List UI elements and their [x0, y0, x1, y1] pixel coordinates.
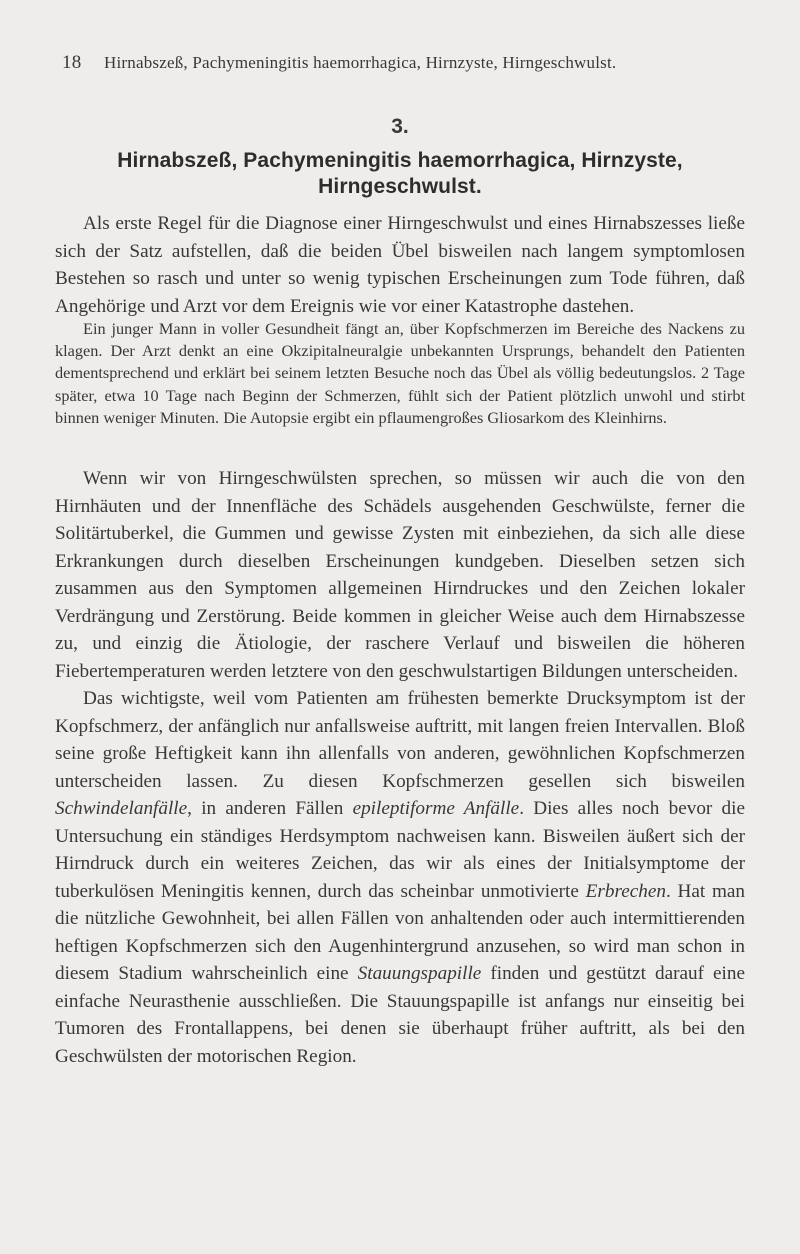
paragraph-2: Ein junger Mann in voller Gesundheit fängt an, über Kopfschmerzen im Bereiche des Nackens zu klagen. Der Arzt denkt an eine Okzipitalneuralgie unbekannten Ursprungs, behandelt den Patienten dementsprechend und erklärt bei seinem letzten Besuche noch das Übel als völlig bedeutungslos. 2 Tage später, etwa 10 Tage nach Beginn der Schmerzen, fühlt sich der Patient plötzlich unwohl und stirbt binnen weniger Minuten. Die Autopsie ergibt ein pflaumengroßes Gliosarkom des Kleinhirns.	[55, 319, 745, 427]
term-erbrechen: Erbrechen	[585, 880, 666, 902]
case-report-block	[55, 318, 745, 429]
term-epileptiforme-anfaelle: epileptiforme Anfälle	[352, 798, 520, 819]
paragraph-4-text-1: Das wichtigste, weil vom Patienten am frühesten bemerkte Drucksymptom ist der Kopfschmerz, der anfänglich nur anfallsweise auftritt, mit langen freien Intervallen. Bloß seine große Heftigkeit kann ihn allenfalls von anderen, gewöhnlichen Kopfschmerzen unterscheiden lassen. Zu diesen Kopfschmerzen gesellen sich bisweilen	[55, 688, 745, 792]
intro-paragraph-block	[55, 210, 745, 320]
paragraph-4-text-3: . Dies alles noch bevor die Untersuchung ein ständiges Herdsymptom nachweisen kann. Bisweilen äußert sich der Hirndruck durch ein weiteres Zeichen, das wir als eines der Initialsymptome der tuberkulösen Meningitis kennen, durch das scheinbar unmotivierte	[55, 798, 745, 902]
paragraph-4-text-2: , in anderen Fällen	[187, 798, 353, 819]
paragraph-4	[55, 685, 745, 1070]
paragraph-3: Wenn wir von Hirngeschwülsten sprechen, so müssen wir auch die von den Hirnhäuten und der Innenfläche des Schädels ausgehenden Geschwülste, ferner die Solitärtuberkel, die Gummen und gewisse Zysten mit einbeziehen, da sich alle diese Erkrankungen durch dieselben Erscheinungen kundgeben. Dieselben setzen sich zusammen aus den Symptomen allgemeinen Hirndruckes und den Zeichen lokaler Verdrängung und Zerstörung. Beide kommen in gleicher Weise auch dem Hirnabszesse zu, und einzig die Ätiologie, der raschere Verlauf und bisweilen die höheren Fiebertemperaturen werden letztere von den geschwulstartigen Bildungen unterscheiden.	[55, 468, 745, 682]
term-schwindelanfaelle: Schwindelanfälle	[55, 798, 188, 819]
paragraph-4-text-4: . Hat man die nützliche Gewohnheit, bei allen Fällen von anhaltenden oder auch intermittierenden heftigen Kopfschmerzen sich den Augenhintergrund anzusehen, so wird man schon in diesem Stadium wahrscheinlich eine	[55, 880, 746, 984]
running-head	[62, 52, 752, 76]
section-title: Hirnabszeß, Pachymeningitis haemorrhagica, Hirnzyste, Hirngeschwulst.	[117, 149, 683, 198]
section-number: 3.	[391, 115, 409, 138]
main-text-block	[55, 465, 745, 1070]
term-stauungspapille: Stauungspapille	[357, 963, 482, 984]
running-head-text: Hirnabszeß, Pachymeningitis haemorrhagica, Hirnzyste, Hirngeschwulst.	[104, 53, 617, 72]
paragraph-4-text-5: finden und gestützt darauf eine einfache Neurasthenie ausschließen. Die Stauungspapille ist anfangs nur einseitig bei Tumoren des Frontallappens, bei denen sie überhaupt früher auftritt, als bei den Geschwülsten der motorischen Region.	[55, 963, 746, 1067]
paragraph-1: Als erste Regel für die Diagnose einer Hirngeschwulst und eines Hirnabszesses ließe sich der Satz aufstellen, daß die beiden Übel bisweilen nach langem symptomlosen Bestehen so rasch und unter so wenig typischen Erscheinungen zum Tode führen, daß Angehörige und Arzt vor dem Ereignis wie vor einer Katastrophe dastehen.	[55, 213, 745, 317]
page-number: 18	[62, 52, 82, 73]
